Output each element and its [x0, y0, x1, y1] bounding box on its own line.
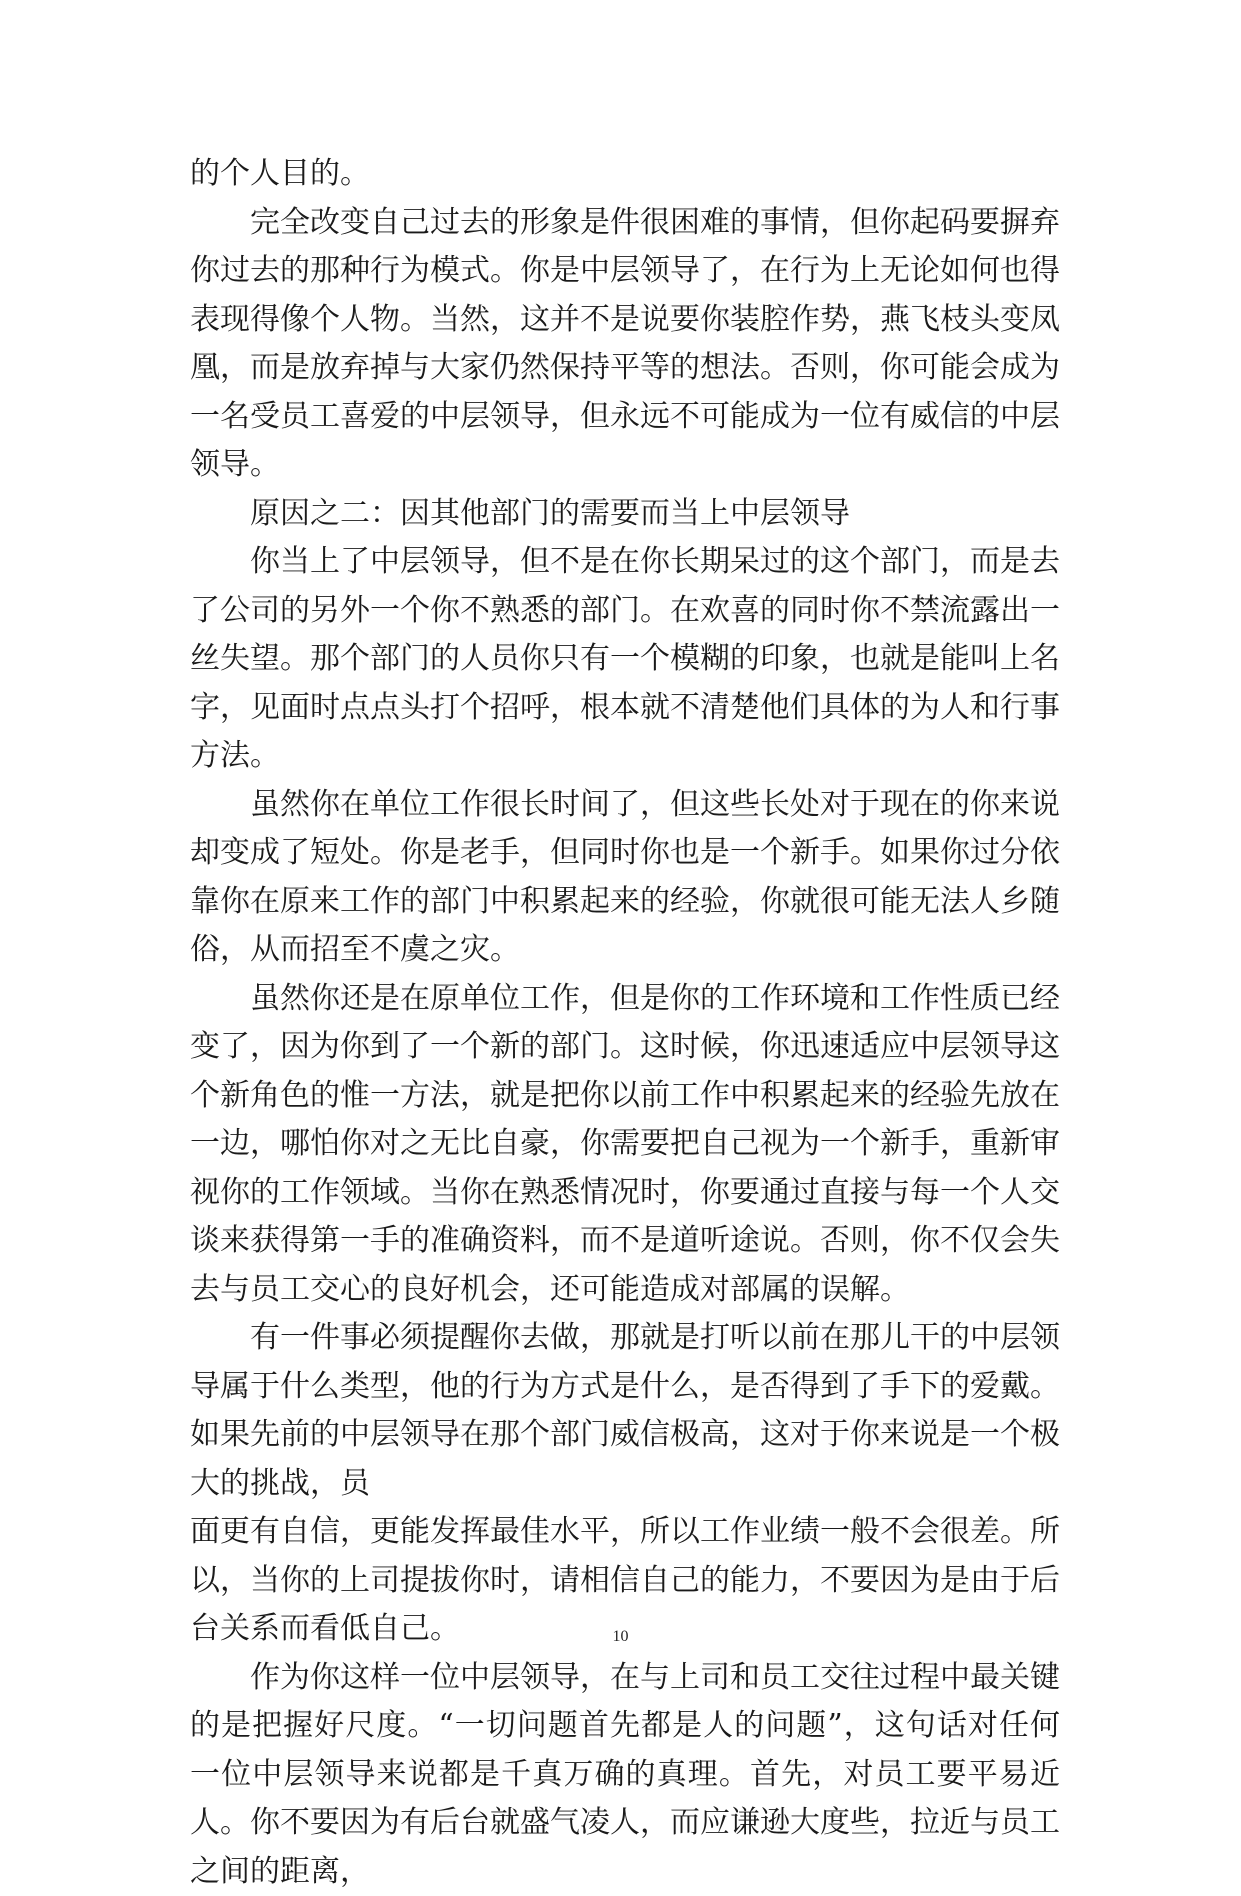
paragraph-1: 的个人目的。 [190, 150, 1060, 199]
paragraph-2: 完全改变自己过去的形象是件很困难的事情，但你起码要摒弃你过去的那种行为模式。你是中层领导了，在行为上无论如何也得表现得像个人物。当然，这并不是说要你装腔作势，燕飞枝头变凤凰，而是放弃掉与大家仍然保持平等的想法。否则，你可能会成为一名受员工喜爱的中层领导，但永远不可能成为一位有威信的中层领导。 [190, 199, 1060, 490]
page-number: 10 [0, 1628, 1241, 1646]
paragraph-6: 有一件事必须提醒你去做，那就是打听以前在那儿干的中层领导属于什么类型，他的行为方式是什么，是否得到了手下的爱戴。如果先前的中层领导在那个部门威信极高，这对于你来说是一个极大的挑战，员 [190, 1314, 1060, 1508]
section-heading: 原因之二：因其他部门的需要而当上中层领导 [190, 490, 1060, 539]
paragraph-3: 你当上了中层领导，但不是在你长期呆过的这个部门，而是去了公司的另外一个你不熟悉的部门。在欢喜的同时你不禁流露出一丝失望。那个部门的人员你只有一个模糊的印象，也就是能叫上名字，见面时点点头打个招呼，根本就不清楚他们具体的为人和行事方法。 [190, 538, 1060, 781]
paragraph-7: 面更有自信，更能发挥最佳水平，所以工作业绩一般不会很差。所以，当你的上司提拔你时，请相信自己的能力，不要因为是由于后台关系而看低自己。 [190, 1508, 1060, 1654]
paragraph-4: 虽然你在单位工作很长时间了，但这些长处对于现在的你来说却变成了短处。你是老手，但同时你也是一个新手。如果你过分依靠你在原来工作的部门中积累起来的经验，你就很可能无法人乡随俗，从而招至不虞之灾。 [190, 781, 1060, 975]
paragraph-5: 虽然你还是在原单位工作，但是你的工作环境和工作性质已经变了，因为你到了一个新的部门。这时候，你迅速适应中层领导这个新角色的惟一方法，就是把你以前工作中积累起来的经验先放在一边，哪怕你对之无比自豪，你需要把自己视为一个新手，重新审视你的工作领域。当你在熟悉情况时，你要通过直接与每一个人交谈来获得第一手的准确资料，而不是道听途说。否则，你不仅会失去与员工交心的良好机会，还可能造成对部属的误解。 [190, 975, 1060, 1315]
paragraph-8: 作为你这样一位中层领导，在与上司和员工交往过程中最关键的是把握好尺度。“一切问题首先都是人的问题”，这句话对任何一位中层领导来说都是千真万确的真理。首先，对员工要平易近人。你不要因为有后台就盛气凌人，而应谦逊大度些，拉近与员工之间的距离， [190, 1654, 1060, 1896]
